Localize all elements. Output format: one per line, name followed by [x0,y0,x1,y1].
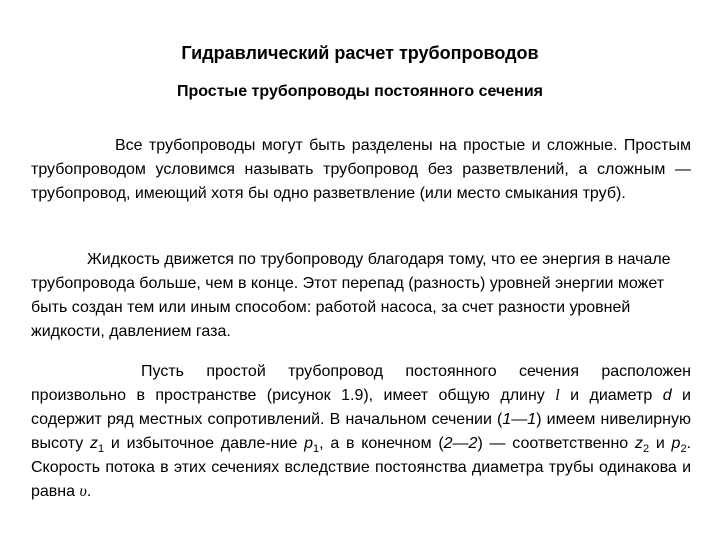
page-title: Гидравлический расчет трубопроводов [181,43,539,63]
symbol-diameter: d [662,387,672,404]
text-fragment: и диаметр [559,387,663,404]
symbol-z: z [90,435,98,452]
symbol-p: p [304,435,313,452]
section-label-start: 1—1 [502,411,537,428]
paragraph-classification: Все трубопроводы могут быть разделены на простые и сложные. Простым трубопроводом условимся называть трубопровод без разветвлений, а сложным — трубопровод, имеющий хотя бы одно разветвление (или место смыкания труб). [31,137,691,202]
text-fragment: и содержит ряд местных сопротивлений. В начальном сечении ( [31,387,691,428]
symbol-velocity: υ [79,483,87,500]
subscript-2: 2 [642,443,650,456]
symbol-p: p [671,435,681,452]
text-fragment: , а в конечном ( [319,435,444,452]
symbol-length: l [555,387,560,404]
text-fragment: ) — соответственно [477,435,635,452]
text-fragment: ) имеем нивелирную высоту [31,411,691,452]
paragraph-simple-pipeline [31,360,691,504]
section-subtitle: Простые трубопроводы постоянного сечения [176,83,544,100]
subscript-1: 1 [313,443,320,456]
symbol-z: z [634,435,643,452]
text-fragment: Пусть простой трубопровод постоянного сечения расположен произвольно в пространстве (рисунок 1.9), имеет общую длину [31,363,691,404]
text-fragment: . Скорость потока в этих сечениях вследствие постоянства диаметра трубы одинакова и равна [31,435,692,500]
text-fragment: и избыточное давле-ние [104,435,305,452]
paragraph-energy: Жидкость движется по трубопроводу благодаря тому, что ее энергия в начале трубопровода больше, чем в конце. Этот перепад (разность) уровней энергии может быть создан тем или иным способом: работой насоса, за счет разности уровней жидкости, давлением газа. [31,251,671,340]
section-label-end: 2—2 [443,435,478,452]
subscript-1: 1 [98,443,105,456]
subscript-2: 2 [680,443,687,456]
text-fragment: . [86,483,92,500]
text-fragment: и [649,435,672,452]
